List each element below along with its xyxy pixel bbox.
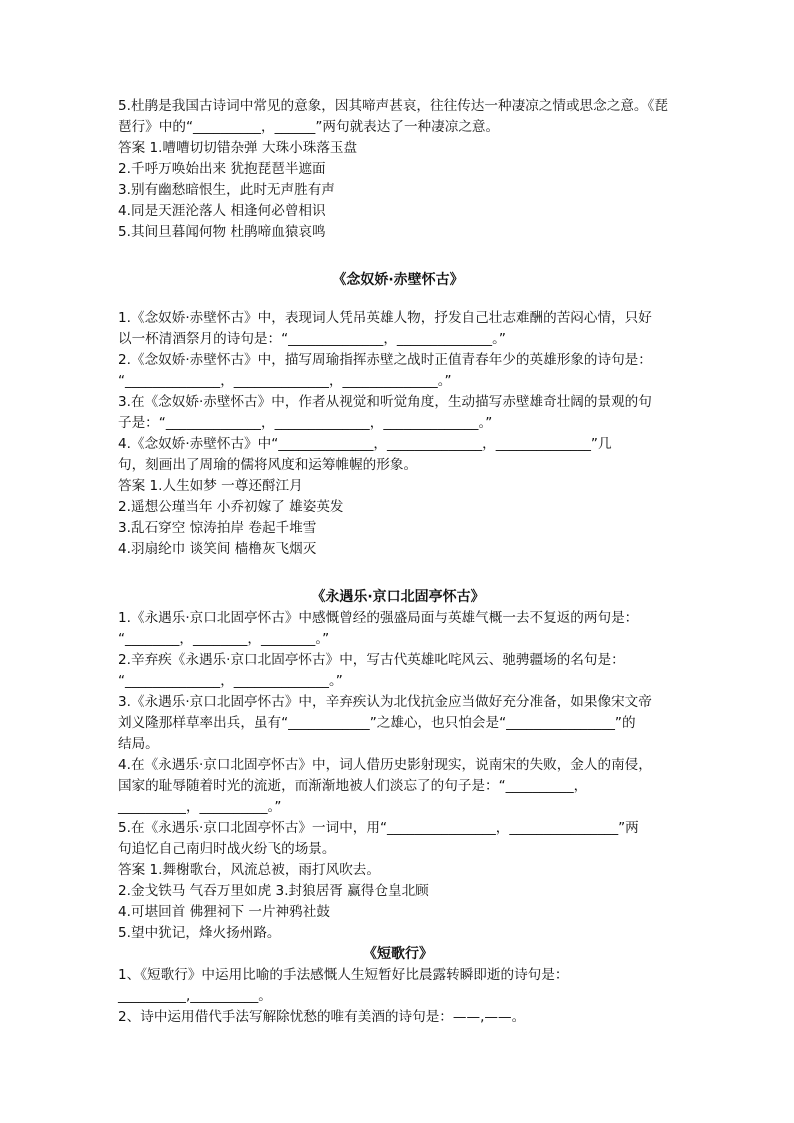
- answer-line-4: 4.同是天涯沦落人 相逢何必曾相识: [118, 203, 326, 219]
- question-2-line-1: 2.辛弃疾《永遇乐·京口北固亭怀古》中，写古代英雄叱咤风云、驰骋疆场的名句是：: [118, 652, 625, 668]
- question-2-line-2: “______________，______________。”: [118, 673, 343, 689]
- answer-line-1: 答案 1.舞榭歌台，风流总被，雨打风吹去。: [118, 862, 380, 878]
- question-3-line-1: 3.《永遇乐·京口北固亭怀古》中，辛弃疾认为北伐抗金应当做好充分准备，如果像宋文帝: [118, 694, 652, 710]
- answer-line-2: 2.金戈铁马 气吞万里如虎 3.封狼居胥 赢得仓皇北顾: [118, 883, 429, 899]
- question-4-line-2: 国家的耻辱随着时光的流逝，而渐渐地被人们淡忘了的句子是：“__________，: [118, 778, 588, 794]
- question-4-line-2: 句，刻画出了周瑜的儒将风度和运筹帷幄的形象。: [118, 457, 418, 473]
- answer-line-3: 3.乱石穿空 惊涛拍岸 卷起千堆雪: [118, 520, 317, 536]
- section-title: 《永遇乐·京口北固亭怀古》: [311, 589, 485, 605]
- question-3-line-3: 结局。: [118, 736, 159, 752]
- section-title: 《念奴娇·赤壁怀古》: [332, 272, 464, 288]
- question-4-line-1: 4.在《永遇乐·京口北固亭怀古》中，词人借历史影射现实，说南宋的失败，金人的南侵，: [118, 757, 652, 773]
- answer-line-1: 答案 1.嘈嘈切切错杂弹 大珠小珠落玉盘: [118, 140, 358, 156]
- question-3-line-2: 刘义隆那样草率出兵，虽有“____________”之雄心，也只怕会是“________________”的: [118, 715, 636, 731]
- section-yongyule: [118, 587, 678, 944]
- answer-line-1: 答案 1.人生如梦 一尊还酹江月: [118, 478, 303, 494]
- answer-line-4: 5.望中犹记，烽火扬州路。: [118, 925, 281, 941]
- question-5-line-1: 5.在《永遇乐·京口北固亭怀古》一词中，用“________________，________________”两: [118, 820, 639, 836]
- question-2-line-2: “______________，______________，______________。”: [118, 373, 452, 389]
- question-1-line-2: “________，________，________。”: [118, 631, 330, 647]
- question-2-line-1: 2、诗中运用借代手法写解除忧愁的唯有美酒的诗句是：——,——。: [118, 1009, 526, 1025]
- question-3-line-2: 子是：“______________，______________，______________。”: [118, 415, 493, 431]
- section-niannujiao: [118, 270, 678, 560]
- answer-line-2: 2.千呼万唤始出来 犹抱琵琶半遮面: [118, 161, 326, 177]
- answer-line-3: 3.别有幽愁暗恨生，此时无声胜有声: [118, 182, 335, 198]
- question-3-line-1: 3.在《念奴娇·赤壁怀古》中，作者从视觉和听觉角度，生动描写赤壁雄奇壮阔的景观的句: [118, 394, 652, 410]
- answer-line-2: 2.遥想公瑾当年 小乔初嫁了 雄姿英发: [118, 499, 344, 515]
- answer-line-5: 5.其间旦暮闻何物 杜鹃啼血猿哀鸣: [118, 224, 326, 240]
- section-duangexing: [118, 944, 678, 1028]
- section-pipa-answers: [118, 96, 678, 243]
- question-5-line-2: 句追忆自己南归时战火纷飞的场景。: [118, 841, 336, 857]
- question-1-line-1: 1、《短歌行》中运用比喻的手法感慨人生短暂好比晨露转瞬即逝的诗句是：: [118, 967, 569, 983]
- answer-line-4: 4.羽扇纶巾 谈笑间 樯橹灰飞烟灭: [118, 541, 317, 557]
- question-1-line-2: 以一杯清酒祭月的诗句是：“______________，______________。”: [118, 331, 506, 347]
- section-title: 《短歌行》: [363, 946, 433, 962]
- answer-line-3: 4.可堪回首 佛狸祠下 一片神鸦社鼓: [118, 904, 330, 920]
- question-5-line-2: 琶行》中的“__________，______”两句就表达了一种凄凉之意。: [118, 119, 500, 135]
- document-page: [118, 96, 678, 1028]
- question-5-line-1: 5.杜鹃是我国古诗词中常见的意象，因其啼声甚哀，往往传达一种凄凉之情或思念之意。《琵: [118, 98, 668, 114]
- question-4-line-3: __________，__________。”: [118, 799, 282, 815]
- question-4-line-1: 4.《念奴娇·赤壁怀古》中“______________，______________，______________”几: [118, 436, 612, 452]
- question-1-line-1: 1.《永遇乐·京口北固亭怀古》中感慨曾经的强盛局面与英雄气概一去不复返的两句是：: [118, 610, 639, 626]
- question-2-line-1: 2.《念奴娇·赤壁怀古》中，描写周瑜指挥赤壁之战时正值青春年少的英雄形象的诗句是：: [118, 352, 652, 368]
- question-1-line-2: __________,__________。: [118, 988, 272, 1004]
- question-1-line-1: 1.《念奴娇·赤壁怀古》中，表现词人凭吊英雄人物，抒发自己壮志难酬的苦闷心情，只好: [118, 310, 652, 326]
